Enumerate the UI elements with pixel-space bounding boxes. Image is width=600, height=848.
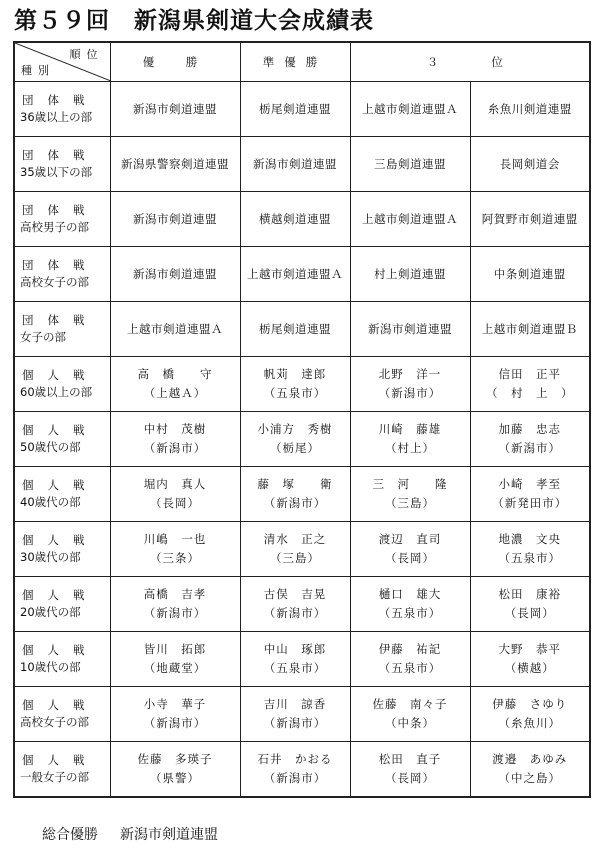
result-cell-third1 [350,577,470,632]
table-row [14,577,590,632]
category-division: 36歳以上の部 [20,110,93,124]
result-cell-second [240,687,350,742]
result-cell-second [240,412,350,467]
category-cell [14,687,110,742]
competitor-affiliation: （五泉市） [378,606,442,620]
result-cell-first [110,412,240,467]
table-row [14,357,590,412]
category-event: 個人戦 [22,588,99,602]
category-cell [14,742,110,797]
competitor-name: 川嶋 一也 [143,532,207,546]
rank-label: 順位 [69,48,104,61]
result-cell-second [240,522,350,577]
competitor-affiliation: （長岡） [385,770,435,785]
competitor-name: 高 橋 守 [137,367,213,381]
result-cell-third1: 上越市剣道連盟Ａ [350,192,470,247]
category-division: 高校女子の部 [20,275,89,289]
competitor-affiliation: （新発田市） [492,496,568,510]
competitor-name: 小浦方 秀樹 [257,422,333,436]
competitor-name: 渡辺 直司 [378,532,442,546]
competitor-affiliation: （中之島） [498,770,561,785]
result-cell-first [110,357,240,412]
competitor-affiliation: （新潟市） [143,716,207,730]
overall-winner: 新潟市剣道連盟 [120,827,218,843]
category-cell [14,357,110,412]
result-cell-third2 [470,412,590,467]
result-cell-second [240,742,350,797]
category-division: 40歳代の部 [20,495,81,509]
header-second-place: 準優勝 [240,42,350,82]
category-event: 個人戦 [22,533,99,547]
competitor-name: 石井 かおる [257,751,333,766]
competitor-name: 清水 正之 [263,532,327,546]
category-cell [14,522,110,577]
competitor-affiliation: （村上） [385,441,435,455]
result-cell-third2: 阿賀野市剣道連盟 [470,192,590,247]
competitor-affiliation: （新潟市） [263,716,327,730]
category-cell [14,192,110,247]
category-cell [14,412,110,467]
result-cell-first: 新潟市剣道連盟 [110,247,240,302]
result-cell-second: 横越剣道連盟 [240,192,350,247]
overall-winner-line [42,824,218,844]
category-division: 50歳代の部 [20,440,81,454]
category-division: 35歳以下の部 [20,165,93,179]
competitor-affiliation: （五泉市） [263,386,327,400]
competitor-name: 佐藤 南々子 [372,697,448,711]
result-cell-first: 新潟県警察剣道連盟 [110,137,240,192]
table-row [14,742,590,797]
competitor-affiliation: （長岡） [385,551,435,565]
result-cell-third2 [470,687,590,742]
result-cell-third2 [470,467,590,522]
result-cell-third1: 三島剣道連盟 [350,137,470,192]
result-cell-third1: 村上剣道連盟 [350,247,470,302]
competitor-name: 松田 直子 [378,751,442,766]
overall-label: 総合優勝 [42,827,98,843]
competitor-name: 小寺 華子 [143,697,207,711]
table-row [14,467,590,522]
competitor-name: 渡邉 あゆみ [492,751,568,766]
result-cell-first: 新潟市剣道連盟 [110,192,240,247]
competitor-name: 松田 康裕 [498,587,561,601]
competitor-affiliation: （中条） [385,716,435,730]
category-division: 高校女子の部 [20,715,89,729]
result-cell-first: 新潟市剣道連盟 [110,82,240,137]
result-cell-third1 [350,632,470,687]
category-cell [14,467,110,522]
result-cell-third1 [350,412,470,467]
competitor-affiliation: （地蔵堂） [143,661,207,675]
result-cell-third2 [470,522,590,577]
category-event: 団体戦 [22,93,99,107]
table-row [14,522,590,577]
result-cell-second [240,632,350,687]
result-cell-second: 上越市剣道連盟Ａ [240,247,350,302]
header-row [14,42,590,82]
competitor-name: 藤 塚 衛 [257,477,333,491]
competitor-affiliation: （長岡） [504,606,555,620]
result-cell-first: 上越市剣道連盟Ａ [110,302,240,357]
competitor-affiliation: （五泉市） [263,661,327,675]
result-cell-third1 [350,467,470,522]
result-cell-first [110,687,240,742]
category-division: 女子の部 [20,330,66,344]
header-first-place: 優 勝 [110,42,240,82]
competitor-name: 小崎 孝至 [498,477,561,491]
category-event: 個人戦 [22,478,99,492]
competitor-affiliation: （横越） [504,661,555,675]
result-cell-third2: 上越市剣道連盟Ｂ [470,302,590,357]
result-cell-third2: 糸魚川剣道連盟 [470,82,590,137]
results-table-body [14,42,590,797]
table-row [14,192,590,247]
category-event: 団体戦 [22,313,99,327]
table-row [14,632,590,687]
result-cell-first [110,632,240,687]
page-title: 第５９回 新潟県剣道大会成績表 [14,8,374,34]
table-row [14,137,590,192]
category-cell [14,137,110,192]
result-cell-third1 [350,742,470,797]
table-row [14,687,590,742]
category-cell [14,82,110,137]
category-event: 個人戦 [22,752,99,767]
competitor-name: 伊藤 祐記 [378,642,442,656]
competitor-name: 信田 正平 [498,367,561,381]
result-cell-third1 [350,522,470,577]
result-cell-third1: 上越市剣道連盟Ａ [350,82,470,137]
competitor-name: 古俣 吉晃 [263,587,327,601]
results-table [13,41,591,798]
competitor-affiliation: （新潟市） [143,441,207,455]
competitor-name: 加藤 忠志 [498,422,561,436]
result-cell-first [110,467,240,522]
result-cell-third2: 長岡剣道会 [470,137,590,192]
result-cell-third2 [470,742,590,797]
category-division: 30歳代の部 [20,550,81,564]
competitor-name: 樋口 雄大 [378,587,442,601]
competitor-name: 吉川 諒香 [263,697,327,711]
competitor-affiliation: （上越Ａ） [143,386,207,400]
category-event: 個人戦 [22,368,99,382]
competitor-affiliation: （新潟市） [263,496,327,510]
category-event: 団体戦 [22,148,99,162]
result-cell-second: 栃尾剣道連盟 [240,302,350,357]
competitor-affiliation: （三島） [385,496,435,510]
table-row [14,302,590,357]
category-event: 個人戦 [22,423,99,437]
competitor-name: 川崎 藤雄 [378,422,442,436]
competitor-name: 佐藤 多瑛子 [137,751,213,766]
competitor-name: 帆苅 達郎 [263,367,327,381]
competitor-affiliation: （ 村 上 ） [486,386,574,400]
category-cell [14,632,110,687]
competitor-affiliation: （糸魚川） [498,716,561,730]
competitor-name: 地濃 文央 [498,532,561,546]
result-cell-third2 [470,577,590,632]
competitor-affiliation: （新潟市） [378,386,442,400]
category-event: 個人戦 [22,643,99,657]
category-cell [14,302,110,357]
competitor-name: 皆川 拓郎 [143,642,207,656]
result-cell-third1 [350,357,470,412]
category-division: 一般女子の部 [20,769,89,784]
competitor-name: 三 河 隆 [372,477,448,491]
competitor-affiliation: （三島） [270,551,320,565]
competitor-affiliation: （長岡） [150,496,200,510]
table-row [14,412,590,467]
category-event: 団体戦 [22,258,99,272]
competitor-name: 大野 恭平 [498,642,561,656]
category-event: 個人戦 [22,698,99,712]
category-division: 20歳代の部 [20,605,81,619]
competitor-affiliation: （五泉市） [498,551,561,565]
corner-header-cell [14,42,110,82]
result-cell-second [240,467,350,522]
competitor-affiliation: （栃尾） [270,441,320,455]
result-cell-first [110,522,240,577]
table-row [14,247,590,302]
competitor-name: 中山 琢郎 [263,642,327,656]
result-cell-first [110,577,240,632]
competitor-affiliation: （県警） [150,770,200,785]
category-division: 高校男子の部 [20,220,89,234]
competitor-affiliation: （新潟市） [263,606,327,620]
competitor-name: 中村 茂樹 [143,422,207,436]
result-cell-third1 [350,687,470,742]
result-cell-third2 [470,357,590,412]
header-third-place: ３ 位 [350,42,590,82]
result-cell-third2 [470,632,590,687]
result-cell-third2: 中条剣道連盟 [470,247,590,302]
competitor-affiliation: （新潟市） [143,606,207,620]
category-event: 団体戦 [22,203,99,217]
result-cell-second [240,357,350,412]
competitor-affiliation: （新潟市） [263,770,327,785]
competitor-name: 伊藤 さゆり [492,697,568,711]
category-division: 10歳代の部 [20,660,81,674]
competitor-affiliation: （新潟市） [498,441,561,455]
result-cell-second [240,577,350,632]
competitor-name: 堀内 真人 [143,477,207,491]
result-cell-second: 新潟市剣道連盟 [240,137,350,192]
category-cell [14,577,110,632]
competitor-name: 北野 洋一 [378,367,442,381]
competitor-name: 高橋 吉孝 [143,587,207,601]
competitor-affiliation: （三条） [150,551,200,565]
category-cell [14,247,110,302]
result-cell-first [110,742,240,797]
category-label: 種別 [21,64,55,77]
result-cell-second: 栃尾剣道連盟 [240,82,350,137]
category-division: 60歳以上の部 [20,385,93,399]
table-row [14,82,590,137]
result-cell-third1: 新潟市剣道連盟 [350,302,470,357]
competitor-affiliation: （五泉市） [378,661,442,675]
